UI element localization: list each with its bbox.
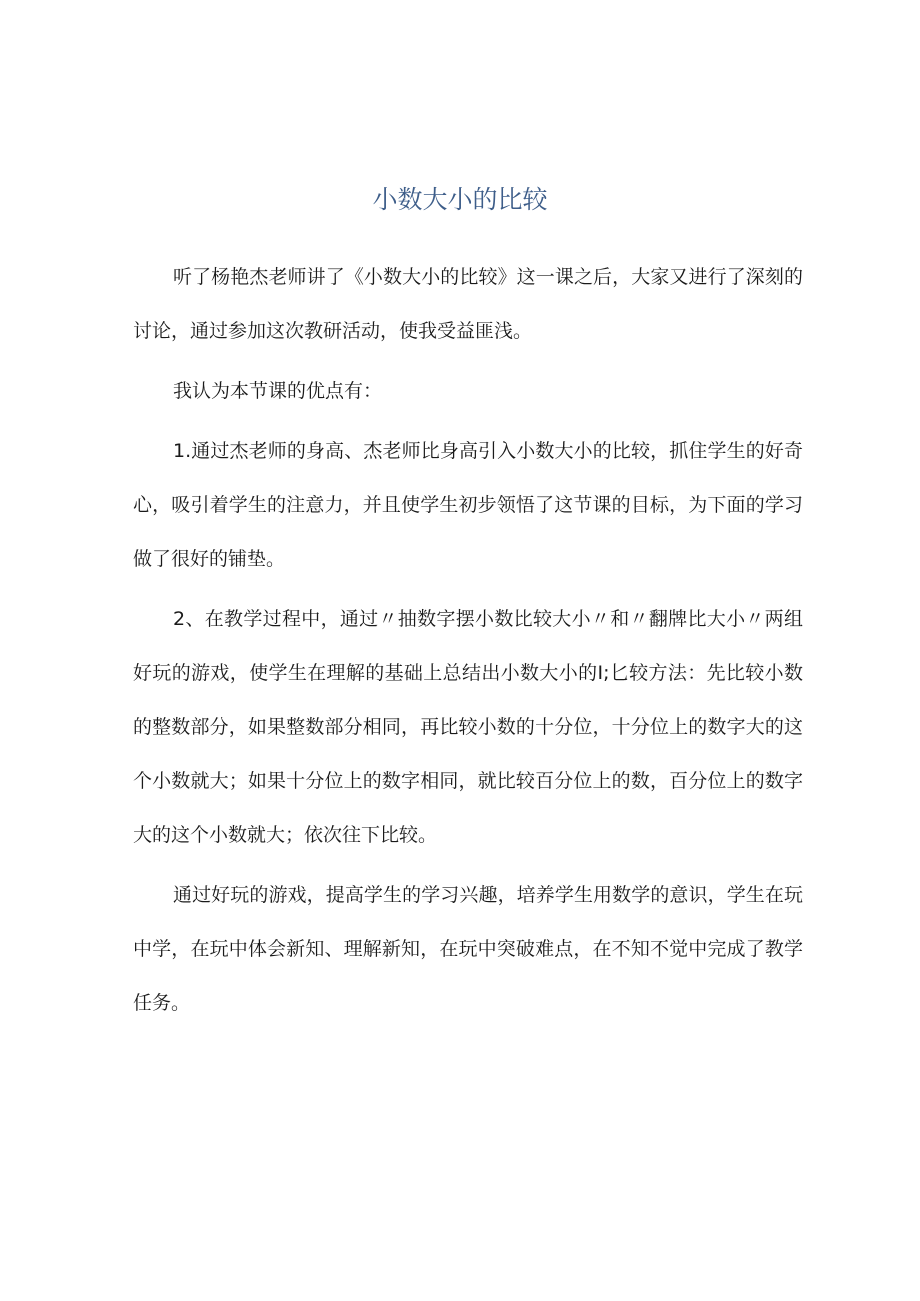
paragraph-point-2: 2、在教学过程中，通过〃抽数字摆小数比较大小〃和〃翻牌比大小〃两组好玩的游戏，使学生在理解的基础上总结出小数大小的I;匕较方法：先比较小数的整数部分，如果整数部分相同，再比较小数的十分位，十分位上的数字大的这个小数就大；如果十分位上的数字相同，就比较百分位上的数，百分位上的数字大的这个小数就大；依次往下比较。 <box>133 608 803 846</box>
document-body <box>133 250 803 1030</box>
page-title: 小数大小的比较 <box>372 185 548 214</box>
paragraph-merits-heading: 我认为本节课的优点有： <box>173 380 383 402</box>
paragraph-point-1: 1.通过杰老师的身高、杰老师比身高引入小数大小的比较，抓住学生的好奇心，吸引着学生的注意力，并且使学生初步领悟了这节课的目标，为下面的学习做了很好的铺垫。 <box>133 440 803 570</box>
paragraph-conclusion: 通过好玩的游戏，提高学生的学习兴趣，培养学生用数学的意识，学生在玩中学，在玩中体会新知、理解新知，在玩中突破难点，在不知不觉中完成了教学任务。 <box>133 884 803 1014</box>
paragraph-intro: 听了杨艳杰老师讲了《小数大小的比较》这一课之后，大家又进行了深刻的讨论，通过参加这次教研活动，使我受益匪浅。 <box>133 266 803 342</box>
